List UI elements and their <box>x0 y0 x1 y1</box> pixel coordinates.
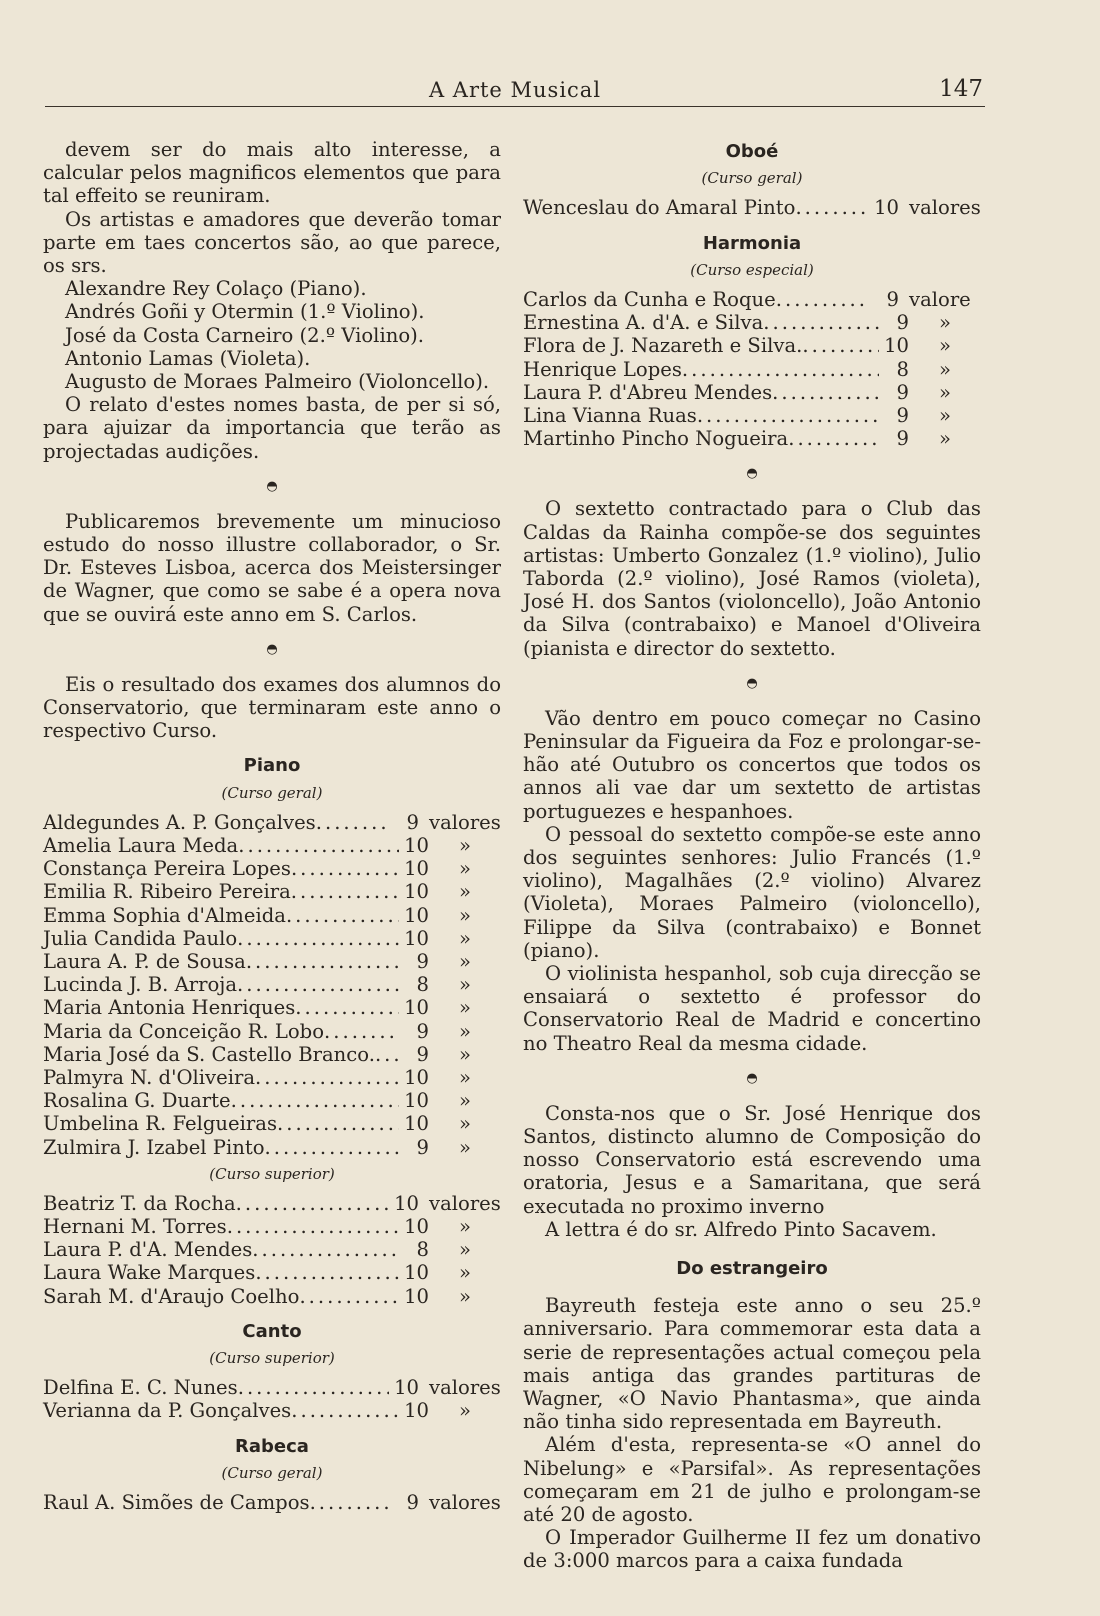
grade-value: 9 <box>896 427 909 451</box>
paragraph: O sextetto contractado para o Club das Caldas da Rainha compõe-se dos seguintes artistas: Umberto Gonzalez (1.º violino), Julio Taborda (2.º violino), José Ramos (violeta), José H. dos Santos (violoncello), João Antonio da Silva (contrabaixo) e Manoel d'Oliveira (pianista e director do sextetto. <box>523 497 981 660</box>
grade-row <box>523 311 981 334</box>
grade-row <box>523 196 981 219</box>
grade-row <box>43 834 501 857</box>
grade-unit: » <box>939 357 951 381</box>
grade-unit: » <box>459 1284 471 1308</box>
grade-unit: » <box>459 1399 471 1423</box>
grade-value: 9 <box>416 1042 429 1066</box>
grade-row <box>43 857 501 880</box>
leader-dots <box>291 880 399 903</box>
leader-dots <box>697 404 879 427</box>
grade-list <box>523 196 981 219</box>
student-name: Beatriz T. da Rocha <box>43 1191 236 1215</box>
grade-value: 10 <box>874 196 899 220</box>
paragraph: Eis o resultado dos exames dos alumnos do Conservatorio, que terminaram este anno o respectivo Curso. <box>43 672 501 743</box>
student-name: Julia Candida Paulo <box>43 926 238 950</box>
grade-unit: » <box>459 926 471 950</box>
grade-row <box>523 427 981 450</box>
grade-row <box>43 1192 501 1215</box>
grade-unit: » <box>459 1135 471 1159</box>
student-name: Henrique Lopes <box>523 357 682 381</box>
leader-dots <box>236 1192 389 1215</box>
section-title-piano: Piano <box>243 755 301 777</box>
leader-dots <box>238 834 399 857</box>
list-item: Augusto de Moraes Palmeiro (Violoncello). <box>65 370 490 394</box>
grade-value: 9 <box>416 950 429 973</box>
leader-dots <box>265 1136 399 1159</box>
grade-unit: » <box>459 996 471 1020</box>
grade-unit: » <box>459 857 471 881</box>
grade-row <box>43 811 501 834</box>
grade-unit: valores <box>909 196 981 220</box>
grade-value: 10 <box>394 1191 419 1215</box>
grade-list <box>43 1491 501 1514</box>
grade-value: 10 <box>404 1284 429 1308</box>
ornament-icon: ◓ <box>746 675 758 691</box>
grade-unit: » <box>459 1261 471 1285</box>
student-name: Laura Wake Marques <box>43 1261 256 1285</box>
grade-unit: valores <box>429 1376 501 1400</box>
grade-row <box>43 1399 501 1422</box>
grade-row <box>43 1066 501 1089</box>
paragraph: O pessoal do sextetto compõe-se este anno dos seguintes senhores: Julio Francés (1.º violino), Magalhães (2.º violino) Alvarez (Violeta), Moraes Palmeiro (violoncello), Filippe da Silva (contrabaixo) e Bonnet (piano). <box>523 822 981 962</box>
student-name: Lina Vianna Ruas <box>523 403 697 427</box>
student-name: Emma Sophia d'Almeida <box>43 903 286 927</box>
grade-unit: » <box>939 380 951 404</box>
grade-value: 10 <box>404 857 429 881</box>
grade-value: 9 <box>896 380 909 404</box>
student-name: Martinho Pincho Nogueira <box>523 427 789 451</box>
leader-dots <box>237 927 399 950</box>
leader-dots <box>295 996 399 1019</box>
grade-value: 10 <box>404 926 429 950</box>
leader-dots <box>231 1089 399 1112</box>
grade-value: 8 <box>896 357 909 381</box>
paragraph: O relato d'estes nomes basta, de per si só, para ajuizar da importancia que terão as projectadas audições. <box>43 393 501 463</box>
grade-unit: » <box>939 311 951 335</box>
grade-row <box>523 358 981 381</box>
grade-value: 9 <box>416 1135 429 1159</box>
student-name: Umbelina R. Felgueiras <box>43 1112 278 1136</box>
subsection-label: (Curso superior) <box>209 1164 335 1183</box>
grade-unit: » <box>459 1112 471 1136</box>
grade-list <box>523 288 981 450</box>
paragraph: O violinista hespanhol, sob cuja direcção se ensaiará o sextetto é professor do Conservatorio Real de Madrid e concertino no Theatro Real da mesma cidade. <box>523 961 981 1055</box>
grade-unit: » <box>939 427 951 451</box>
grade-unit: » <box>459 903 471 927</box>
grade-unit: » <box>459 973 471 997</box>
grade-unit: » <box>459 1042 471 1066</box>
section-title-canto: Canto <box>242 1320 302 1342</box>
paragraph: Bayreuth festeja este anno o seu 25.º anniversario. Para commemorar esta data a serie de representações actual começou pela mais antiga das grandes partituras de Wagner, «O Navio Phantasma», que ainda não tinha sido representada em Bayreuth. <box>523 1294 981 1434</box>
subsection-label: (Curso geral) <box>221 783 323 802</box>
grade-value: 10 <box>404 1261 429 1285</box>
list-item: Antonio Lamas (Violeta). <box>65 346 311 370</box>
student-name: Laura A. P. de Sousa <box>43 950 246 973</box>
leader-dots <box>255 1066 399 1089</box>
student-name: Wenceslau do Amaral Pinto <box>523 196 796 220</box>
ornament-icon: ◓ <box>746 466 758 482</box>
grade-value: 10 <box>404 903 429 927</box>
student-name: Delfina E. C. Nunes <box>43 1376 238 1400</box>
student-name: Ernestina A. d'A. e Silva <box>523 311 764 335</box>
ornament-icon: ◓ <box>266 641 278 657</box>
subsection-label: (Curso geral) <box>701 169 803 188</box>
grade-row <box>43 880 501 903</box>
grade-value: 9 <box>406 810 419 834</box>
artist-list <box>43 277 501 393</box>
grade-value: 8 <box>416 1238 429 1262</box>
grade-unit: » <box>459 834 471 858</box>
leader-dots <box>795 196 869 219</box>
grade-value: 9 <box>886 288 899 311</box>
student-name: Sarah M. d'Araujo Coelho <box>43 1284 300 1308</box>
subsection-label: (Curso superior) <box>209 1349 335 1368</box>
student-name: Lucinda J. B. Arroja <box>43 973 238 997</box>
grade-row <box>43 1285 501 1308</box>
grade-value: 10 <box>394 1376 419 1400</box>
grade-value: 10 <box>404 1065 429 1089</box>
grade-unit: » <box>459 1215 471 1239</box>
grade-row <box>43 927 501 950</box>
grade-value: 9 <box>896 311 909 335</box>
grade-unit: » <box>939 403 951 427</box>
grade-row <box>523 404 981 427</box>
grade-row <box>43 1491 501 1514</box>
list-item: José da Costa Carneiro (2.º Violino). <box>65 323 424 347</box>
page-number: 147 <box>939 76 983 102</box>
grade-value: 10 <box>404 1399 429 1423</box>
grade-value: 10 <box>404 834 429 858</box>
paragraph: Vão dentro em pouco começar no Casino Peninsular da Figueira da Foz e prolongar-se-hão até Outubro os concertos que todos os annos ali vae dar um sextetto de artistas portuguezes e hespanhoes. <box>523 706 981 823</box>
paragraph: Publicaremos brevemente um minucioso estudo do nosso illustre collaborador, o Sr. Dr. Esteves Lisboa, acerca dos Meistersinger de Wagner, que como se sabe é a opera nova que se ouvirá este anno em S. Carlos. <box>43 509 501 626</box>
list-item: Alexandre Rey Colaço (Piano). <box>65 277 367 301</box>
grade-value: 9 <box>406 1491 419 1515</box>
ornament-icon: ◓ <box>266 478 278 494</box>
leader-dots <box>776 288 869 311</box>
paragraph: Os artistas e amadores que deverão tomar parte em taes concertos são, ao que parece, os srs. <box>43 207 501 278</box>
leader-dots <box>682 358 879 381</box>
grade-row <box>523 381 981 404</box>
grade-row <box>43 1043 501 1066</box>
student-name: Carlos da Cunha e Roque <box>523 288 776 311</box>
paragraph: A lettra é do sr. Alfredo Pinto Sacavem. <box>545 1217 937 1241</box>
ornament-icon: ◓ <box>746 1070 758 1086</box>
leader-dots <box>788 427 879 450</box>
paragraph: Consta-nos que o Sr. José Henrique dos Santos, distincto alumno de Composição do nosso Conservatorio está escrevendo uma oratoria, Jesus e a Samaritana, que será executada no proximo inverno <box>523 1101 981 1218</box>
leader-dots <box>277 1112 399 1135</box>
grade-value: 9 <box>896 403 909 427</box>
leader-dots <box>324 1020 399 1043</box>
grade-unit: » <box>459 950 471 973</box>
leader-dots <box>763 311 879 334</box>
grade-unit: » <box>459 1089 471 1113</box>
grade-row <box>523 334 981 357</box>
grade-list <box>43 1192 501 1308</box>
leader-dots <box>772 381 879 404</box>
student-name: Palmyra N. d'Oliveira <box>43 1065 256 1089</box>
grade-value: 10 <box>404 1112 429 1136</box>
grade-row <box>43 904 501 927</box>
grade-list <box>43 811 501 1159</box>
student-name: Aldegundes A. P. Gonçalves <box>43 810 316 834</box>
leader-dots <box>316 811 389 834</box>
student-name: Flora de J. Nazareth e Silva. <box>523 334 803 358</box>
left-column <box>43 138 501 1514</box>
leader-dots <box>375 1043 399 1066</box>
student-name: Constança Pereira Lopes <box>43 857 291 881</box>
grade-list <box>43 1376 501 1422</box>
student-name: Laura P. d'Abreu Mendes <box>523 380 773 404</box>
grade-unit: » <box>939 334 951 358</box>
grade-value: 10 <box>404 1215 429 1239</box>
grade-row <box>43 1136 501 1159</box>
student-name: Hernani M. Torres <box>43 1215 227 1239</box>
section-title-harmonia: Harmonia <box>702 232 802 254</box>
leader-dots <box>255 1261 399 1284</box>
leader-dots <box>252 1238 399 1261</box>
grade-row <box>43 973 501 996</box>
paragraph: devem ser do mais alto interesse, a calcular pelos magnificos elementos que para tal effeito se reuniram. <box>43 138 501 208</box>
student-name: Maria Antonia Henriques <box>43 996 296 1020</box>
leader-dots <box>237 973 399 996</box>
leader-dots <box>286 904 399 927</box>
grade-row <box>523 288 981 311</box>
grade-value: 10 <box>404 1089 429 1113</box>
section-title-estrangeiro: Do estrangeiro <box>676 1258 828 1279</box>
grade-unit: » <box>459 880 471 904</box>
list-item: Andrés Goñi y Otermin (1.º Violino). <box>65 300 425 324</box>
grade-row <box>43 996 501 1019</box>
leader-dots <box>246 950 399 973</box>
section-title-rabeca: Rabeca <box>235 1435 309 1457</box>
grade-unit: » <box>459 1065 471 1089</box>
grade-row <box>43 1215 501 1238</box>
page-header <box>45 72 985 107</box>
grade-value: 10 <box>404 880 429 904</box>
student-name: Zulmira J. Izabel Pinto <box>43 1135 265 1159</box>
grade-row <box>43 1089 501 1112</box>
leader-dots <box>291 1399 399 1422</box>
student-name: Emilia R. Ribeiro Pereira <box>43 880 291 904</box>
student-name: Maria da Conceição R. Lobo <box>43 1019 325 1043</box>
student-name: Laura P. d'A. Mendes <box>43 1238 253 1262</box>
grade-value: 8 <box>416 973 429 997</box>
grade-row <box>43 1261 501 1284</box>
grade-value: 10 <box>404 996 429 1020</box>
grade-row <box>43 950 501 973</box>
grade-value: 9 <box>416 1019 429 1043</box>
leader-dots <box>310 1491 389 1514</box>
grade-unit: » <box>459 1238 471 1262</box>
student-name: Amelia Laura Meda <box>43 834 239 858</box>
leader-dots <box>291 857 399 880</box>
subsection-label: (Curso especial) <box>690 260 814 279</box>
leader-dots <box>227 1215 399 1238</box>
student-name: Raul A. Simões de Campos <box>43 1491 310 1515</box>
grade-row <box>43 1238 501 1261</box>
grade-unit: valore <box>909 288 971 311</box>
student-name: Rosalina G. Duarte <box>43 1089 231 1113</box>
grade-row <box>43 1020 501 1043</box>
right-column <box>523 138 981 1573</box>
subsection-label: (Curso geral) <box>221 1463 323 1482</box>
grade-unit: valores <box>429 1191 501 1215</box>
grade-unit: valores <box>429 1491 501 1515</box>
grade-row <box>43 1112 501 1135</box>
section-title-oboe: Oboé <box>725 141 779 162</box>
grade-unit: valores <box>429 810 501 834</box>
grade-unit: » <box>459 1019 471 1043</box>
paragraph: Além d'esta, representa-se «O annel do Nibelung» e «Parsifal». As representações começaram em 21 de julho e prolongam-se até 20 de agosto. <box>523 1433 981 1527</box>
running-title: A Arte Musical <box>428 78 602 102</box>
leader-dots <box>802 334 879 357</box>
student-name: Verianna da P. Gonçalves <box>43 1399 292 1423</box>
grade-row <box>43 1376 501 1399</box>
leader-dots <box>299 1285 399 1308</box>
student-name: Maria José da S. Castello Branco. <box>43 1042 375 1066</box>
leader-dots <box>238 1376 389 1399</box>
paragraph: O Imperador Guilherme II fez um donativo de 3:000 marcos para a caixa fundada <box>523 1526 981 1573</box>
grade-value: 10 <box>884 334 909 358</box>
